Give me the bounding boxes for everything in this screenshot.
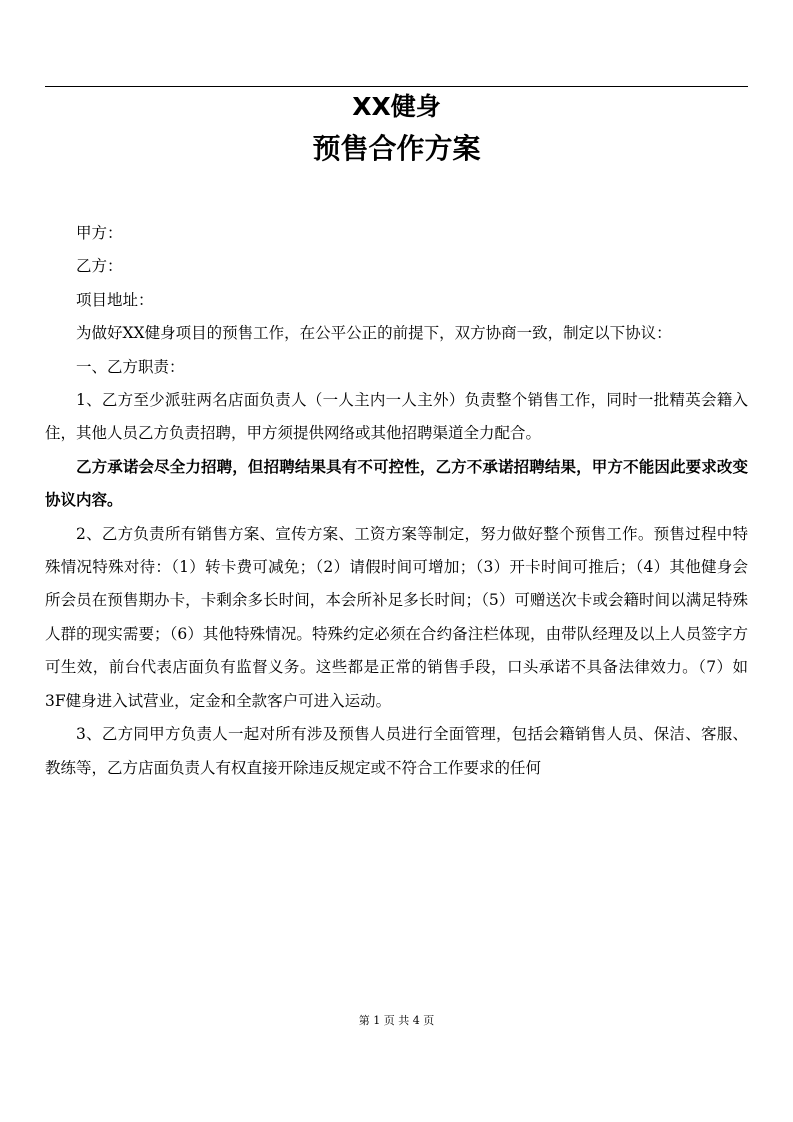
document-subtitle: 预售合作方案 <box>312 132 481 165</box>
document-body <box>45 217 748 785</box>
party-b-line: 乙方： <box>76 257 123 276</box>
clause-1-note: 乙方承诺会尽全力招聘，但招聘结果具有不可控性，乙方不承诺招聘结果，甲方不能因此要求改变协议内容。 <box>45 457 748 510</box>
page-number: 第 1 页 共 4 页 <box>358 1014 435 1027</box>
intro-paragraph: 为做好XX健身项目的预售工作，在公平公正的前提下，双方协商一致，制定以下协议： <box>76 324 672 343</box>
party-a-line: 甲方： <box>76 224 123 242</box>
document-title: XX健身 <box>352 92 441 121</box>
clause-2-paragraph: 2、乙方负责所有销售方案、宣传方案、工资方案等制定，努力做好整个预售工作。预售过程中特殊情况特殊对待：（1）转卡费可减免；（2）请假时间可增加；（3）开卡时间可推后；（4）其他健身会所会员在预售期办卡，卡剩余多长时间，本会所补足多长时间；（5）可赠送次卡或会籍时间以满足特殊人群的现实需要；（6）其他特殊情况。特殊约定必须在合约备注栏体现，由带队经理及以上人员签字方可生效，前台代表店面负有监督义务。这些都是正常的销售手段，口头承诺不具备法律效力。（7）如3F健身进入试营业，定金和全款客户可进入运动。 <box>45 524 748 710</box>
clause-1-paragraph: 1、乙方至少派驻两名店面负责人（一人主内一人主外）负责整个销售工作，同时一批精英会籍入住，其他人员乙方负责招聘，甲方须提供网络或其他招聘渠道全力配合。 <box>45 391 748 443</box>
clause-3-paragraph: 3、乙方同甲方负责人一起对所有涉及预售人员进行全面管理，包括会籍销售人员、保洁、客服、教练等，乙方店面负责人有权直接开除违反规定或不符合工作要求的任何 <box>45 725 748 777</box>
section-heading: 一、乙方职责： <box>76 357 185 376</box>
header-rule <box>45 86 748 87</box>
project-address-line: 项目地址： <box>76 290 154 309</box>
